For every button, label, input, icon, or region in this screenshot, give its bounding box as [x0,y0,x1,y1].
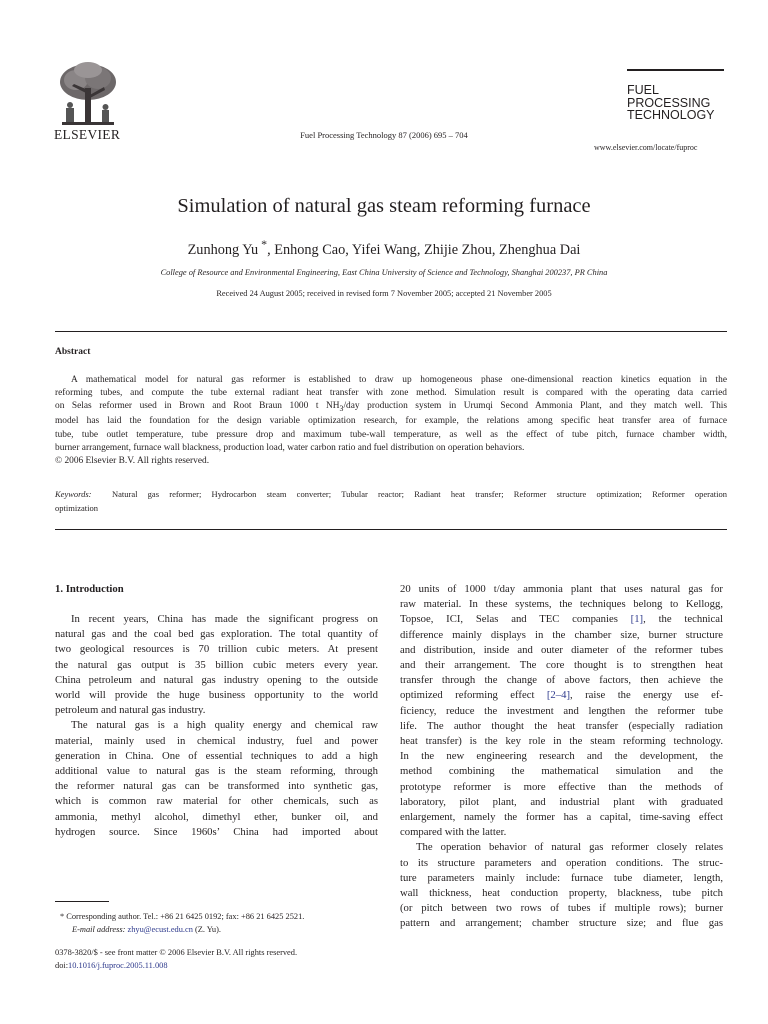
body-line: and distribution, inside and outer diameter of the reformer tubes [400,643,723,656]
journal-logo-rule [627,69,724,71]
citation-link[interactable]: [2–4] [546,689,571,702]
body-line: two geological resources is 70 trillion cubic meters. At present [55,643,378,656]
footnote-contact: * Corresponding author. Tel.: +86 21 6425 0192; fax: +86 21 6425 2521. [60,912,305,921]
keywords-list: Natural gas reformer; Hydrocarbon steam converter; Tubular reactor; Radiant heat transfer; Reformer structure optimization; Reformer operation [111,489,727,499]
body-line: China petroleum and natural gas industry opening to the outside [55,673,378,686]
email-suffix: (Z. Yu). [192,925,221,934]
body-line: hydrogen source. Since 1960s’ China had imported about [55,825,378,838]
abstract-line: on Selas reformer used in Brown and Root Braun 1000 t $NH_3$/day production system in Urumqi Second Ammonia Plant, and they match well. This [55,401,728,414]
abstract-top-rule [55,331,727,332]
body-line: The operation behavior of natural gas reformer closely relates [416,841,723,854]
body-line: to its structure parameters and operation conditions. The struc- [400,856,723,869]
footnote-rule [55,901,109,902]
body-line: The natural gas is a high quality energy and chemical raw [71,719,378,732]
body-line: which is common raw material for other chemicals, such as [55,795,378,808]
body-line: Topsoe, ICI, Selas and TEC companies [1], the technical [400,613,723,626]
section-heading: 1. Introduction [55,583,124,595]
body-line: ficiency, reduce the investment and lengthen the reformer tube [400,704,723,717]
keywords-list-cont: optimization [55,502,98,513]
front-matter-info [55,946,297,972]
body-line: and their arrangement. The core thought is to strengthen heat [400,659,723,672]
publisher-name: ELSEVIER [54,127,121,142]
body-line: wall thickness, heat conduction property, blackness, tube pitch [400,887,723,900]
article-history-dates: Received 24 August 2005; received in revised form 7 November 2005; accepted 21 November 2005 [216,289,552,298]
body-line: optimized reforming effect [2–4], raise the energy use ef- [400,689,723,702]
abstract-bottom-rule [55,529,727,530]
author-affiliation: College of Resource and Environmental Engineering, East China University of Science and Technology, Shanghai 200237, PR China [160,268,608,277]
abstract-copyright: © 2006 Elsevier B.V. All rights reserved. [55,456,210,467]
right-column [400,582,723,932]
abstract-line: burner arrangement, furnace wall blackness, production load, water carbon ratio and fuel distribution on operation behaviors. [55,442,525,453]
author-corresponding[interactable]: Zunhong Yu [187,241,259,258]
body-line: In recent years, China has made the significant progress on [71,613,378,625]
body-line: heat transfer) is the key role in the steam reforming technology. [400,735,723,748]
email-label: E-mail address: [72,925,126,934]
left-column [55,612,378,840]
body-line: method combining the mathematical simulation and the [400,765,723,778]
body-line: (or pitch between two rows of tubes if multiple rows); burner [400,902,723,915]
body-line: ture parameters mainly include: furnace tube diameter, length, [400,871,723,884]
author-others: , Enhong Cao, Yifei Wang, Zhijie Zhou, Zhenghua Dai [267,241,581,258]
email-link[interactable]: zhyu@ecust.edu.cn [127,925,193,934]
citation-link[interactable]: [1] [630,613,644,626]
body-line: ammonia, methyl alcohol, dimethyl ether, bunker oil, and [55,810,378,823]
journal-url-link[interactable]: www.elsevier.com/locate/fuproc [594,143,698,152]
abstract-line: tube, tube outlet temperature, tube pressure drop and maximum tube-wall temperature, as well as the effect of tube pitch, furnace chamber width, [55,429,727,440]
body-line: transfer through the change of above factors, then achieve the [400,674,723,687]
body-line: raw material. In these systems, the techniques belong to Kellogg, [400,598,723,611]
doi-link[interactable]: 10.1016/j.fuproc.2005.11.008 [68,961,168,970]
article-title: Simulation of natural gas steam reforming furnace [177,195,591,217]
body-line: generation in China. One of essential techniques to add a high [55,749,378,762]
body-line: the reformer natural gas can be transformed into synthetic gas, [55,780,378,793]
journal-name: FUEL PROCESSING TECHNOLOGY [627,83,715,122]
body-line: prototype reformer is more effective than the methods of [400,780,723,793]
corresponding-author-footnote [60,910,304,936]
doi-label: doi: [55,961,69,970]
body-line: compared with the latter. [400,826,507,839]
abstract-line: reforming tubes, and compute the tube external radiant heat transfer with zone method. Simulation result is compared with the operating data carried [55,388,727,399]
corresponding-marker: * [258,237,268,251]
body-line: world will provide the huge business opportunity to the world [55,689,378,702]
body-line: life. The author thought the heat transfer (especially radiation [400,719,723,732]
abstract-line: model has laid the foundation for the design variable optimization research, for example, the relations among specific heat transfer area of furnace [55,416,727,427]
body-line: material, mainly used in chemical industry, fuel and power [55,734,378,747]
body-line: natural gas and the coal bed gas exploration. The total quantity of [55,628,378,641]
body-line: 20 units of 1000 t/day ammonia plant that uses natural gas for [400,583,723,595]
body-line: In the new engineering research and the development, the [400,750,723,763]
abstract-heading: Abstract [55,347,91,357]
body-line: laboratory, pilot plant, and industrial plant with graduated [400,795,723,808]
keywords [55,488,727,515]
keywords-label: Keywords: [55,489,92,499]
author-list [0,237,768,259]
body-line: difference mainly displays in the chamber size, burner structure [400,628,723,641]
elsevier-tree-logo-icon [52,60,124,132]
body-line: petroleum and natural gas industry. [55,704,206,717]
body-line: pattern and arrangement; chamber structure size; and flue gas [400,917,723,930]
abstract-line: A mathematical model for natural gas reformer is established to draw up homogeneous phase one-dimensional reaction kinetics equation in the [71,375,727,385]
body-line: enlargement, namely the former has a capital, time-saving effect [400,811,723,824]
body-line: additional value to natural gas is the steam reforming, through [55,765,378,778]
journal-citation: Fuel Processing Technology 87 (2006) 695 – 704 [300,130,468,140]
issn-line: 0378-3820/$ - see front matter © 2006 Elsevier B.V. All rights reserved. [55,948,298,957]
body-line: the natural gas output is 35 billion cubic meters every year. [55,658,378,671]
abstract-text [55,374,727,468]
